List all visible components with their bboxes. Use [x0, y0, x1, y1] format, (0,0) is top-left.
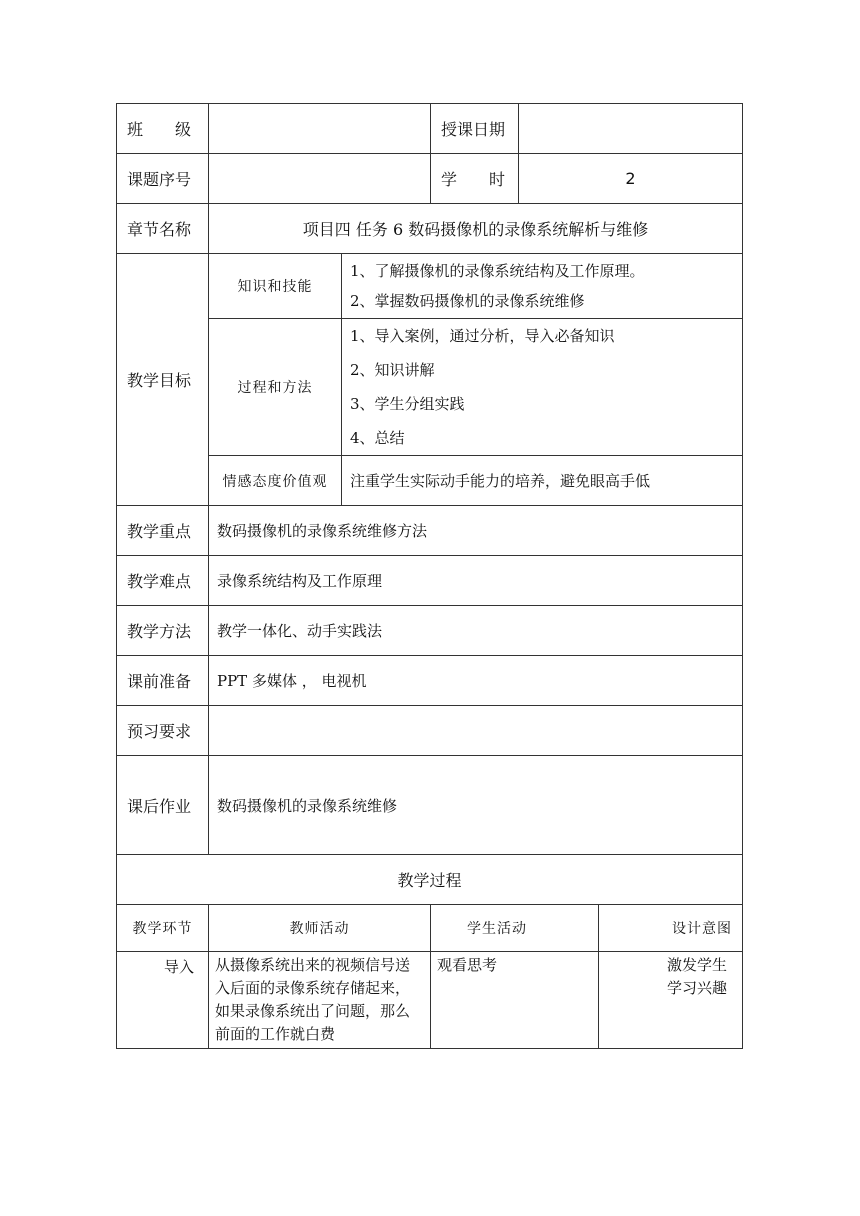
chapter-label: 章节名称: [117, 204, 209, 254]
class-value: [209, 104, 431, 154]
objective-knowledge-row: [117, 254, 743, 319]
prep-row: [117, 656, 743, 706]
class-row: [117, 104, 743, 154]
lesson-info-table: [116, 103, 743, 1049]
hours-value: 2: [519, 154, 743, 204]
knowledge-item: 1、了解摄像机的录像系统结构及工作原理。: [350, 262, 645, 280]
lesson-plan-sheet: [116, 103, 742, 1049]
process-row: [117, 952, 743, 1049]
process-title-row: [117, 855, 743, 905]
homework-value: 数码摄像机的录像系统维修: [209, 756, 743, 855]
process-item: 2、知识讲解: [350, 361, 435, 379]
preview-label: 预习要求: [117, 706, 209, 756]
knowledge-label: 知识和技能: [209, 254, 342, 319]
method-label: 教学方法: [117, 606, 209, 656]
prep-value: PPT 多媒体 ， 电视机: [209, 656, 743, 706]
process-intent: 激发学生学习兴趣: [599, 952, 743, 1049]
header-teacher: 教师活动: [209, 905, 431, 952]
process-item: 1、导入案例，通过分析，导入必备知识: [350, 327, 615, 345]
knowledge-item: 2、掌握数码摄像机的录像系统维修: [350, 292, 585, 310]
process-student: 观看思考: [431, 952, 599, 1049]
focus-row: [117, 506, 743, 556]
attitude-label: 情感态度价值观: [209, 456, 342, 506]
objectives-label: 教学目标: [117, 254, 209, 506]
homework-label: 课后作业: [117, 756, 209, 855]
homework-row: [117, 756, 743, 855]
prep-label: 课前准备: [117, 656, 209, 706]
difficulty-row: [117, 556, 743, 606]
hours-label: 学 时: [431, 154, 519, 204]
method-value: 教学一体化、动手实践法: [209, 606, 743, 656]
process-teacher: 从摄像系统出来的视频信号送入后面的录像系统存储起来，如果录像系统出了问题，那么前面的工作就白费: [209, 952, 431, 1049]
date-label: 授课日期: [431, 104, 519, 154]
class-label: 班 级: [117, 104, 209, 154]
preview-row: [117, 706, 743, 756]
knowledge-items: [342, 254, 743, 319]
attitude-value: 注重学生实际动手能力的培养，避免眼高手低: [342, 456, 743, 506]
objective-attitude-row: [117, 456, 743, 506]
serial-value: [209, 154, 431, 204]
serial-row: [117, 154, 743, 204]
chapter-value: 项目四 任务 6 数码摄像机的录像系统解析与维修: [209, 204, 743, 254]
process-stage: 导入: [117, 952, 209, 1049]
focus-label: 教学重点: [117, 506, 209, 556]
chapter-row: [117, 204, 743, 254]
process-item: 4、总结: [350, 429, 405, 447]
process-header-row: [117, 905, 743, 952]
preview-value: [209, 706, 743, 756]
header-intent: 设计意图: [599, 905, 743, 952]
process-label: 过程和方法: [209, 319, 342, 456]
difficulty-value: 录像系统结构及工作原理: [209, 556, 743, 606]
date-value: [519, 104, 743, 154]
focus-value: 数码摄像机的录像系统维修方法: [209, 506, 743, 556]
header-student: 学生活动: [431, 905, 599, 952]
process-items: [342, 319, 743, 456]
process-item: 3、学生分组实践: [350, 395, 465, 413]
method-row: [117, 606, 743, 656]
header-stage: 教学环节: [117, 905, 209, 952]
objective-process-row: [117, 319, 743, 456]
serial-label: 课题序号: [117, 154, 209, 204]
process-title: 教学过程: [117, 855, 743, 905]
difficulty-label: 教学难点: [117, 556, 209, 606]
